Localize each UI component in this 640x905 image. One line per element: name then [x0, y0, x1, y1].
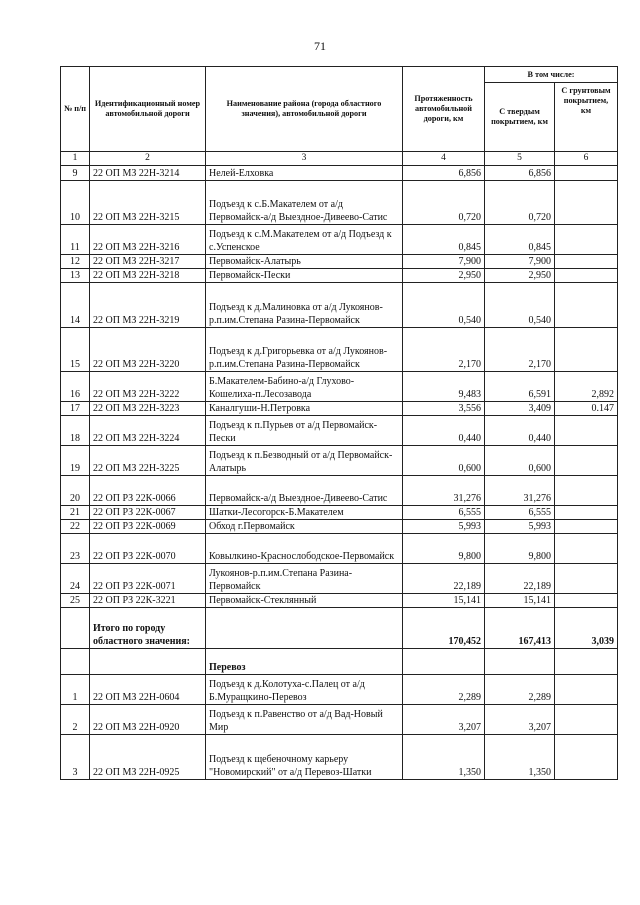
header-num: № п/п: [61, 67, 90, 152]
row-number: 15: [61, 328, 90, 372]
road-name: Б.Макателем-Бабино-а/д Глухово-Кошелиха-п.Лесозавода: [206, 372, 403, 402]
hard-surface-length: 0,720: [485, 181, 555, 225]
road-length: 2,289: [403, 675, 485, 705]
road-name: Нелей-Елховка: [206, 166, 403, 181]
road-id: 22 ОП МЗ 22Н-3224: [90, 416, 206, 446]
road-id: 22 ОП МЗ 22Н-3215: [90, 181, 206, 225]
road-name: Первомайск-Алатырь: [206, 255, 403, 269]
table-row: [61, 402, 618, 416]
total-hard-surface: 167,413: [485, 608, 555, 649]
soil-surface-length: [555, 181, 618, 225]
table-row: [61, 506, 618, 520]
table-row: [61, 520, 618, 534]
row-number: 23: [61, 534, 90, 564]
road-name: Подъезд к п.Равенство от а/д Вад-Новый Мир: [206, 705, 403, 735]
row-number: 18: [61, 416, 90, 446]
soil-surface-length: [555, 416, 618, 446]
table-row: [61, 735, 618, 780]
row-number: 25: [61, 594, 90, 608]
road-length: 6,856: [403, 166, 485, 181]
row-number: 19: [61, 446, 90, 476]
hard-surface-length: 7,900: [485, 255, 555, 269]
road-name: Подъезд к с.Б.Макателем от а/д Первомайск-а/д Выездное-Дивеево-Сатис: [206, 181, 403, 225]
row-number: 21: [61, 506, 90, 520]
road-length: 9,800: [403, 534, 485, 564]
row-number: 12: [61, 255, 90, 269]
road-name: Лукоянов-р.п.им.Степана Разина-Первомайск: [206, 564, 403, 594]
row-number: 20: [61, 476, 90, 506]
row-number: 17: [61, 402, 90, 416]
hard-surface-length: 22,189: [485, 564, 555, 594]
road-id: 22 ОП МЗ 22Н-3214: [90, 166, 206, 181]
total-length: 170,452: [403, 608, 485, 649]
soil-surface-length: [555, 594, 618, 608]
road-name: Первомайск-Пески: [206, 269, 403, 283]
road-name: Подъезд к д.Григорьевка от а/д Лукоянов-р.п.им.Степана Разина-Первомайск: [206, 328, 403, 372]
road-length: 3,556: [403, 402, 485, 416]
soil-surface-length: [555, 328, 618, 372]
road-name: Подъезд к д.Колотуха-с.Палец от а/д Б.Муращкино-Перевоз: [206, 675, 403, 705]
table-row: [61, 225, 618, 255]
soil-surface-length: 0.147: [555, 402, 618, 416]
road-id: 22 ОП МЗ 22Н-0920: [90, 705, 206, 735]
section-empty-cell: [485, 649, 555, 675]
total-empty-cell: [61, 608, 90, 649]
table-row: [61, 372, 618, 402]
road-length: 3,207: [403, 705, 485, 735]
column-number: 5: [485, 152, 555, 166]
soil-surface-length: [555, 476, 618, 506]
road-id: 22 ОП МЗ 22Н-3219: [90, 283, 206, 328]
table-row: [61, 675, 618, 705]
hard-surface-length: 5,993: [485, 520, 555, 534]
soil-surface-length: [555, 255, 618, 269]
table-row: [61, 166, 618, 181]
table-row: [61, 534, 618, 564]
soil-surface-length: [555, 705, 618, 735]
road-name: Подъезд к д.Малиновка от а/д Лукоянов-р.п.им.Степана Разина-Первомайск: [206, 283, 403, 328]
road-name: Шатки-Лесогорск-Б.Макателем: [206, 506, 403, 520]
hard-surface-length: 0,600: [485, 446, 555, 476]
table-row: [61, 476, 618, 506]
row-number: 11: [61, 225, 90, 255]
soil-surface-length: [555, 675, 618, 705]
road-name: Первомайск-Стеклянный: [206, 594, 403, 608]
hard-surface-length: 3,409: [485, 402, 555, 416]
road-id: 22 ОП РЗ 22К-0066: [90, 476, 206, 506]
road-name: Подъезд к с.М.Макателем от а/д Подъезд к с.Успенское: [206, 225, 403, 255]
section-name: Перевоз: [206, 649, 403, 675]
hard-surface-length: 0,540: [485, 283, 555, 328]
soil-surface-length: [555, 225, 618, 255]
road-id: 22 ОП РЗ 22К-0067: [90, 506, 206, 520]
header-length: Протяженность автомобильной дороги, км: [403, 67, 485, 152]
road-id: 22 ОП МЗ 22Н-0604: [90, 675, 206, 705]
page-number: 71: [314, 39, 326, 53]
row-number: 3: [61, 735, 90, 780]
hard-surface-length: 31,276: [485, 476, 555, 506]
column-number: 1: [61, 152, 90, 166]
section-empty-cell: [403, 649, 485, 675]
road-length: 1,350: [403, 735, 485, 780]
header-hard-surface: С твердым покрытием, км: [485, 83, 555, 152]
soil-surface-length: [555, 735, 618, 780]
road-length: 15,141: [403, 594, 485, 608]
row-number: 9: [61, 166, 90, 181]
road-length: 0,540: [403, 283, 485, 328]
road-length: 5,993: [403, 520, 485, 534]
row-number: 24: [61, 564, 90, 594]
column-numbers-row: [61, 152, 618, 166]
road-id: 22 ОП РЗ 22К-0071: [90, 564, 206, 594]
road-id: 22 ОП РЗ 22К-0069: [90, 520, 206, 534]
road-length: 2,950: [403, 269, 485, 283]
column-number: 6: [555, 152, 618, 166]
road-id: 22 ОП РЗ 22К-0070: [90, 534, 206, 564]
header-road-id: Идентификационный номер автомобильной дороги: [90, 67, 206, 152]
section-empty-cell: [61, 649, 90, 675]
row-number: 2: [61, 705, 90, 735]
road-id: 22 ОП МЗ 22Н-3216: [90, 225, 206, 255]
road-length: 0,720: [403, 181, 485, 225]
soil-surface-length: [555, 534, 618, 564]
hard-surface-length: 2,289: [485, 675, 555, 705]
road-length: 31,276: [403, 476, 485, 506]
total-label: Итого по городу областного значения:: [90, 608, 206, 649]
section-row: [61, 649, 618, 675]
road-id: 22 ОП МЗ 22Н-3217: [90, 255, 206, 269]
road-name: Первомайск-а/д Выездное-Дивеево-Сатис: [206, 476, 403, 506]
row-number: 13: [61, 269, 90, 283]
soil-surface-length: [555, 446, 618, 476]
roads-table: [60, 66, 618, 780]
hard-surface-length: 1,350: [485, 735, 555, 780]
road-name: Подъезд к п.Пурьев от а/д Первомайск-Пески: [206, 416, 403, 446]
column-number: 2: [90, 152, 206, 166]
road-length: 0,845: [403, 225, 485, 255]
soil-surface-length: [555, 564, 618, 594]
hard-surface-length: 15,141: [485, 594, 555, 608]
table-row: [61, 416, 618, 446]
road-name: Каналгуши-Н.Петровка: [206, 402, 403, 416]
table-row: [61, 283, 618, 328]
row-number: 16: [61, 372, 90, 402]
soil-surface-length: [555, 269, 618, 283]
header-group-including: В том числе:: [485, 67, 618, 83]
road-id: 22 ОП МЗ 22Н-0925: [90, 735, 206, 780]
hard-surface-length: 6,555: [485, 506, 555, 520]
column-number: 4: [403, 152, 485, 166]
road-length: 9,483: [403, 372, 485, 402]
soil-surface-length: [555, 166, 618, 181]
table-row: [61, 705, 618, 735]
road-id: 22 ОП МЗ 22Н-3218: [90, 269, 206, 283]
hard-surface-length: 9,800: [485, 534, 555, 564]
soil-surface-length: 2,892: [555, 372, 618, 402]
road-id: 22 ОП МЗ 22Н-3220: [90, 328, 206, 372]
row-number: 14: [61, 283, 90, 328]
total-empty-cell: [206, 608, 403, 649]
table-row: [61, 446, 618, 476]
road-length: 0,440: [403, 416, 485, 446]
header-soil-surface: С грунтовым покрытием, км: [555, 83, 618, 152]
row-number: 22: [61, 520, 90, 534]
road-id: 22 ОП МЗ 22Н-3223: [90, 402, 206, 416]
soil-surface-length: [555, 506, 618, 520]
road-length: 6,555: [403, 506, 485, 520]
row-number: 1: [61, 675, 90, 705]
table-row: [61, 564, 618, 594]
road-id: 22 ОП РЗ 22К-3221: [90, 594, 206, 608]
header-road-name: Наименование района (города областного значения), автомобильной дороги: [206, 67, 403, 152]
hard-surface-length: 0,440: [485, 416, 555, 446]
table-row: [61, 269, 618, 283]
road-length: 22,189: [403, 564, 485, 594]
hard-surface-length: 6,856: [485, 166, 555, 181]
hard-surface-length: 2,950: [485, 269, 555, 283]
road-name: Ковылкино-Краснослободское-Первомайск: [206, 534, 403, 564]
road-length: 2,170: [403, 328, 485, 372]
soil-surface-length: [555, 283, 618, 328]
table-row: [61, 328, 618, 372]
road-name: Обход г.Первомайск: [206, 520, 403, 534]
column-number: 3: [206, 152, 403, 166]
road-length: 7,900: [403, 255, 485, 269]
table-row: [61, 181, 618, 225]
road-id: 22 ОП МЗ 22Н-3222: [90, 372, 206, 402]
section-empty-cell: [90, 649, 206, 675]
road-name: Подъезд к щебеночному карьеру "Новомирский" от а/д Перевоз-Шатки: [206, 735, 403, 780]
road-length: 0,600: [403, 446, 485, 476]
road-name: Подъезд к п.Безводный от а/д Первомайск-Алатырь: [206, 446, 403, 476]
hard-surface-length: 3,207: [485, 705, 555, 735]
table-row: [61, 594, 618, 608]
table-row: [61, 255, 618, 269]
total-soil-surface: 3,039: [555, 608, 618, 649]
soil-surface-length: [555, 520, 618, 534]
hard-surface-length: 0,845: [485, 225, 555, 255]
road-id: 22 ОП МЗ 22Н-3225: [90, 446, 206, 476]
total-row: [61, 608, 618, 649]
hard-surface-length: 6,591: [485, 372, 555, 402]
section-empty-cell: [555, 649, 618, 675]
hard-surface-length: 2,170: [485, 328, 555, 372]
row-number: 10: [61, 181, 90, 225]
